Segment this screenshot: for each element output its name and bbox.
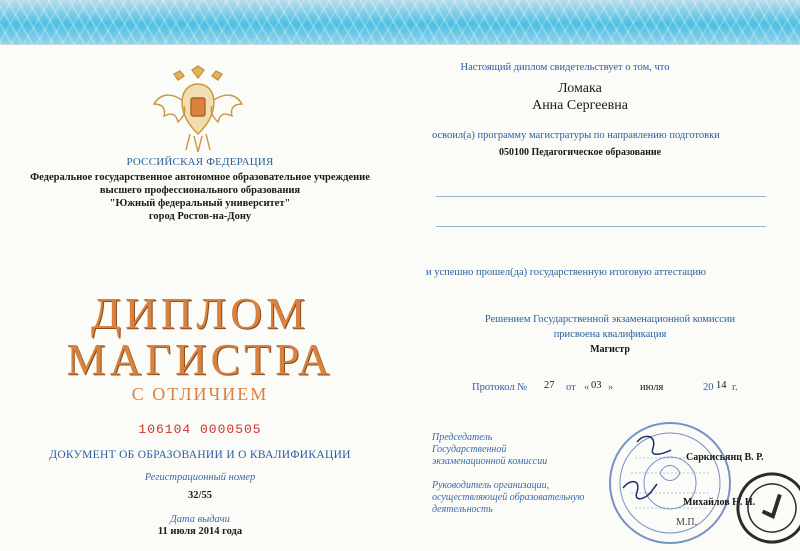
commission-decision: Решением Государственной экзаменационной комиссии [484, 314, 736, 325]
certify-text: Настоящий диплом свидетельствует о том, что [460, 62, 670, 73]
organization-line: высшего профессионального образования [99, 185, 301, 196]
qualification-assigned-label: присвоена квалификация [553, 329, 667, 340]
chair-title [432, 432, 592, 468]
federation-label: РОССИЙСКАЯ ФЕДЕРАЦИЯ [126, 156, 274, 168]
organization-line: город Ростов-на-Дону [148, 211, 252, 222]
study-direction: 050100 Педагогическое образование [498, 147, 662, 158]
issue-date: 11 июля 2014 года [157, 526, 243, 537]
registration-number: 32/55 [188, 490, 212, 501]
diploma-subtitle: МАГИСТРА [66, 335, 334, 384]
protocol-number: 27 [544, 380, 555, 391]
from-label: от [566, 382, 576, 393]
diploma-title: ДИПЛОМ [90, 289, 310, 338]
organization-line: "Южный федеральный университет" [109, 198, 291, 209]
issue-date-label: Дата выдачи [170, 514, 230, 525]
attestation-text: и успешно прошел(да) государственную итоговую аттестацию [426, 267, 706, 278]
document-type: ДОКУМЕНТ ОБ ОБРАЗОВАНИИ И О КВАЛИФИКАЦИИ [49, 449, 351, 461]
head-name: Михайлов Н. Н. [683, 497, 756, 508]
protocol-label: Протокол № [472, 382, 528, 393]
chair-title-line: Государственной [432, 444, 507, 455]
protocol-month: июля [640, 382, 664, 393]
head-title-line: Руководитель организации, [432, 480, 550, 491]
organization-name [20, 171, 380, 223]
stamp-place-label: М.П. [676, 517, 698, 528]
blank-line [436, 226, 766, 227]
registration-label: Регистрационный номер [144, 472, 256, 483]
with-honors-label: С ОТЛИЧИЕМ [131, 384, 269, 404]
coat-of-arms-icon [148, 64, 248, 156]
blank-line [436, 196, 766, 197]
program-mastered-text: освоил(а) программу магистратуры по направлению подготовки [432, 130, 720, 141]
graduate-given-names: Анна Сергеевна [532, 98, 628, 113]
quote-open: « [584, 382, 590, 393]
quote-close: » [608, 382, 614, 393]
head-title-line: деятельность [432, 504, 493, 515]
diploma-number: 106104 0000505 [138, 422, 262, 437]
protocol-day: 03 [591, 380, 602, 391]
year-suffix: 14 [716, 380, 727, 391]
chair-title-line: Председатель [432, 432, 493, 443]
year-unit: г. [732, 382, 738, 393]
round-seal-stamp-icon [605, 418, 735, 548]
year-prefix: 20 [703, 382, 714, 393]
organization-line: Федеральное государственное автономное образовательное учреждение [30, 172, 370, 183]
document-verified-stamp-icon [732, 462, 800, 550]
head-title [432, 480, 612, 516]
top-decorative-band [0, 0, 800, 44]
chair-name: Саркисьянц В. Р. [686, 452, 764, 463]
chair-title-line: экзаменационной комиссии [432, 456, 548, 467]
graduate-surname: Ломака [558, 81, 602, 96]
qualification: Магистр [590, 344, 630, 355]
head-title-line: осуществляющей образовательную [432, 492, 585, 503]
